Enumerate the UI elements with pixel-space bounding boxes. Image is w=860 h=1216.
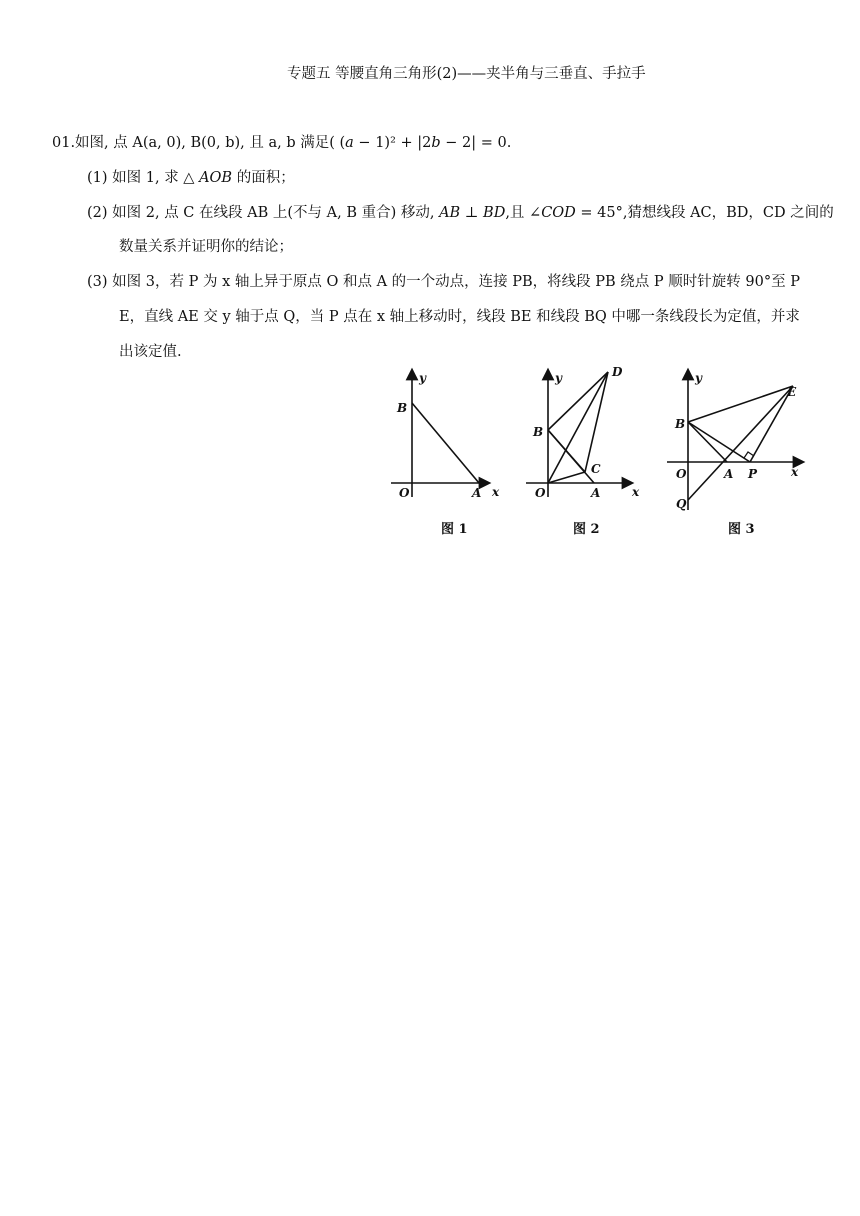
fig1-label-o: O xyxy=(399,486,410,500)
fig2-label-d: D xyxy=(612,365,623,379)
fig2-label-y: y xyxy=(555,371,562,385)
fig2-label-o: O xyxy=(535,486,546,500)
question-2-line-1: (2) 如图 2, 点 C 在线段 AB 上(不与 A, B 重合) 移动, 𝐴𝐵 ⊥ 𝐵𝐷,且 ∠𝐶𝑂𝐷 = 45°,猜想线段 AC，BD，CD 之间的 xyxy=(87,205,834,221)
question-2-line-2: 数量关系并证明你的结论； xyxy=(119,239,293,255)
figure-1 xyxy=(391,374,485,497)
page-title: 专题五 等腰直角三角形(2)——夹半角与三垂直、手拉手 xyxy=(287,66,646,82)
fig3-label-y: y xyxy=(695,371,702,385)
problem-intro: 01.如图, 点 A(a, 0), B(0, b), 且 a, b 满足( (𝑎 − 1)² + |2𝑏 − 2| = 0. xyxy=(52,135,512,151)
fig2-label-a: A xyxy=(591,486,601,500)
fig1-label-b: B xyxy=(397,401,408,415)
fig2-label-b: B xyxy=(533,425,544,439)
question-3-line-3: 出该定值. xyxy=(119,344,182,360)
figures-area xyxy=(385,362,815,542)
fig3-segment-ba xyxy=(688,422,727,462)
fig2-label-c: C xyxy=(591,462,601,476)
fig1-caption: 图 1 xyxy=(441,522,468,537)
fig1-label-y: y xyxy=(419,371,426,385)
fig3-caption: 图 3 xyxy=(728,522,755,537)
fig3-label-p: P xyxy=(748,467,758,481)
fig3-label-o: O xyxy=(676,467,687,481)
fig1-segment-ab xyxy=(412,403,479,483)
fig1-label-x: x xyxy=(492,485,500,499)
fig1-label-a: A xyxy=(472,486,482,500)
question-1: (1) 如图 1, 求 △ 𝐴𝑂𝐵 的面积； xyxy=(87,170,295,186)
fig2-segment-bc xyxy=(548,430,585,472)
fig2-label-x: x xyxy=(632,485,640,499)
fig3-label-a: A xyxy=(724,467,734,481)
question-3-line-1: (3) 如图 3，若 P 为 x 轴上异于原点 O 和点 A 的一个动点，连接 PB，将线段 PB 绕点 P 顺时针旋转 90°至 P xyxy=(87,274,800,290)
fig3-label-e: E xyxy=(787,385,797,399)
fig3-label-x: x xyxy=(791,465,799,479)
fig3-line-qe xyxy=(688,386,793,500)
figure-3 xyxy=(667,374,799,510)
fig2-caption: 图 2 xyxy=(573,522,600,537)
fig3-label-b: B xyxy=(675,417,686,431)
question-3-line-2: E，直线 AE 交 y 轴于点 Q，当 P 点在 x 轴上移动时，线段 BE 和线段 BQ 中哪一条线段长为定值，并求 xyxy=(119,309,800,325)
fig3-label-q: Q xyxy=(676,497,687,511)
fig2-segment-cd xyxy=(585,372,608,472)
figures-svg xyxy=(385,362,815,542)
